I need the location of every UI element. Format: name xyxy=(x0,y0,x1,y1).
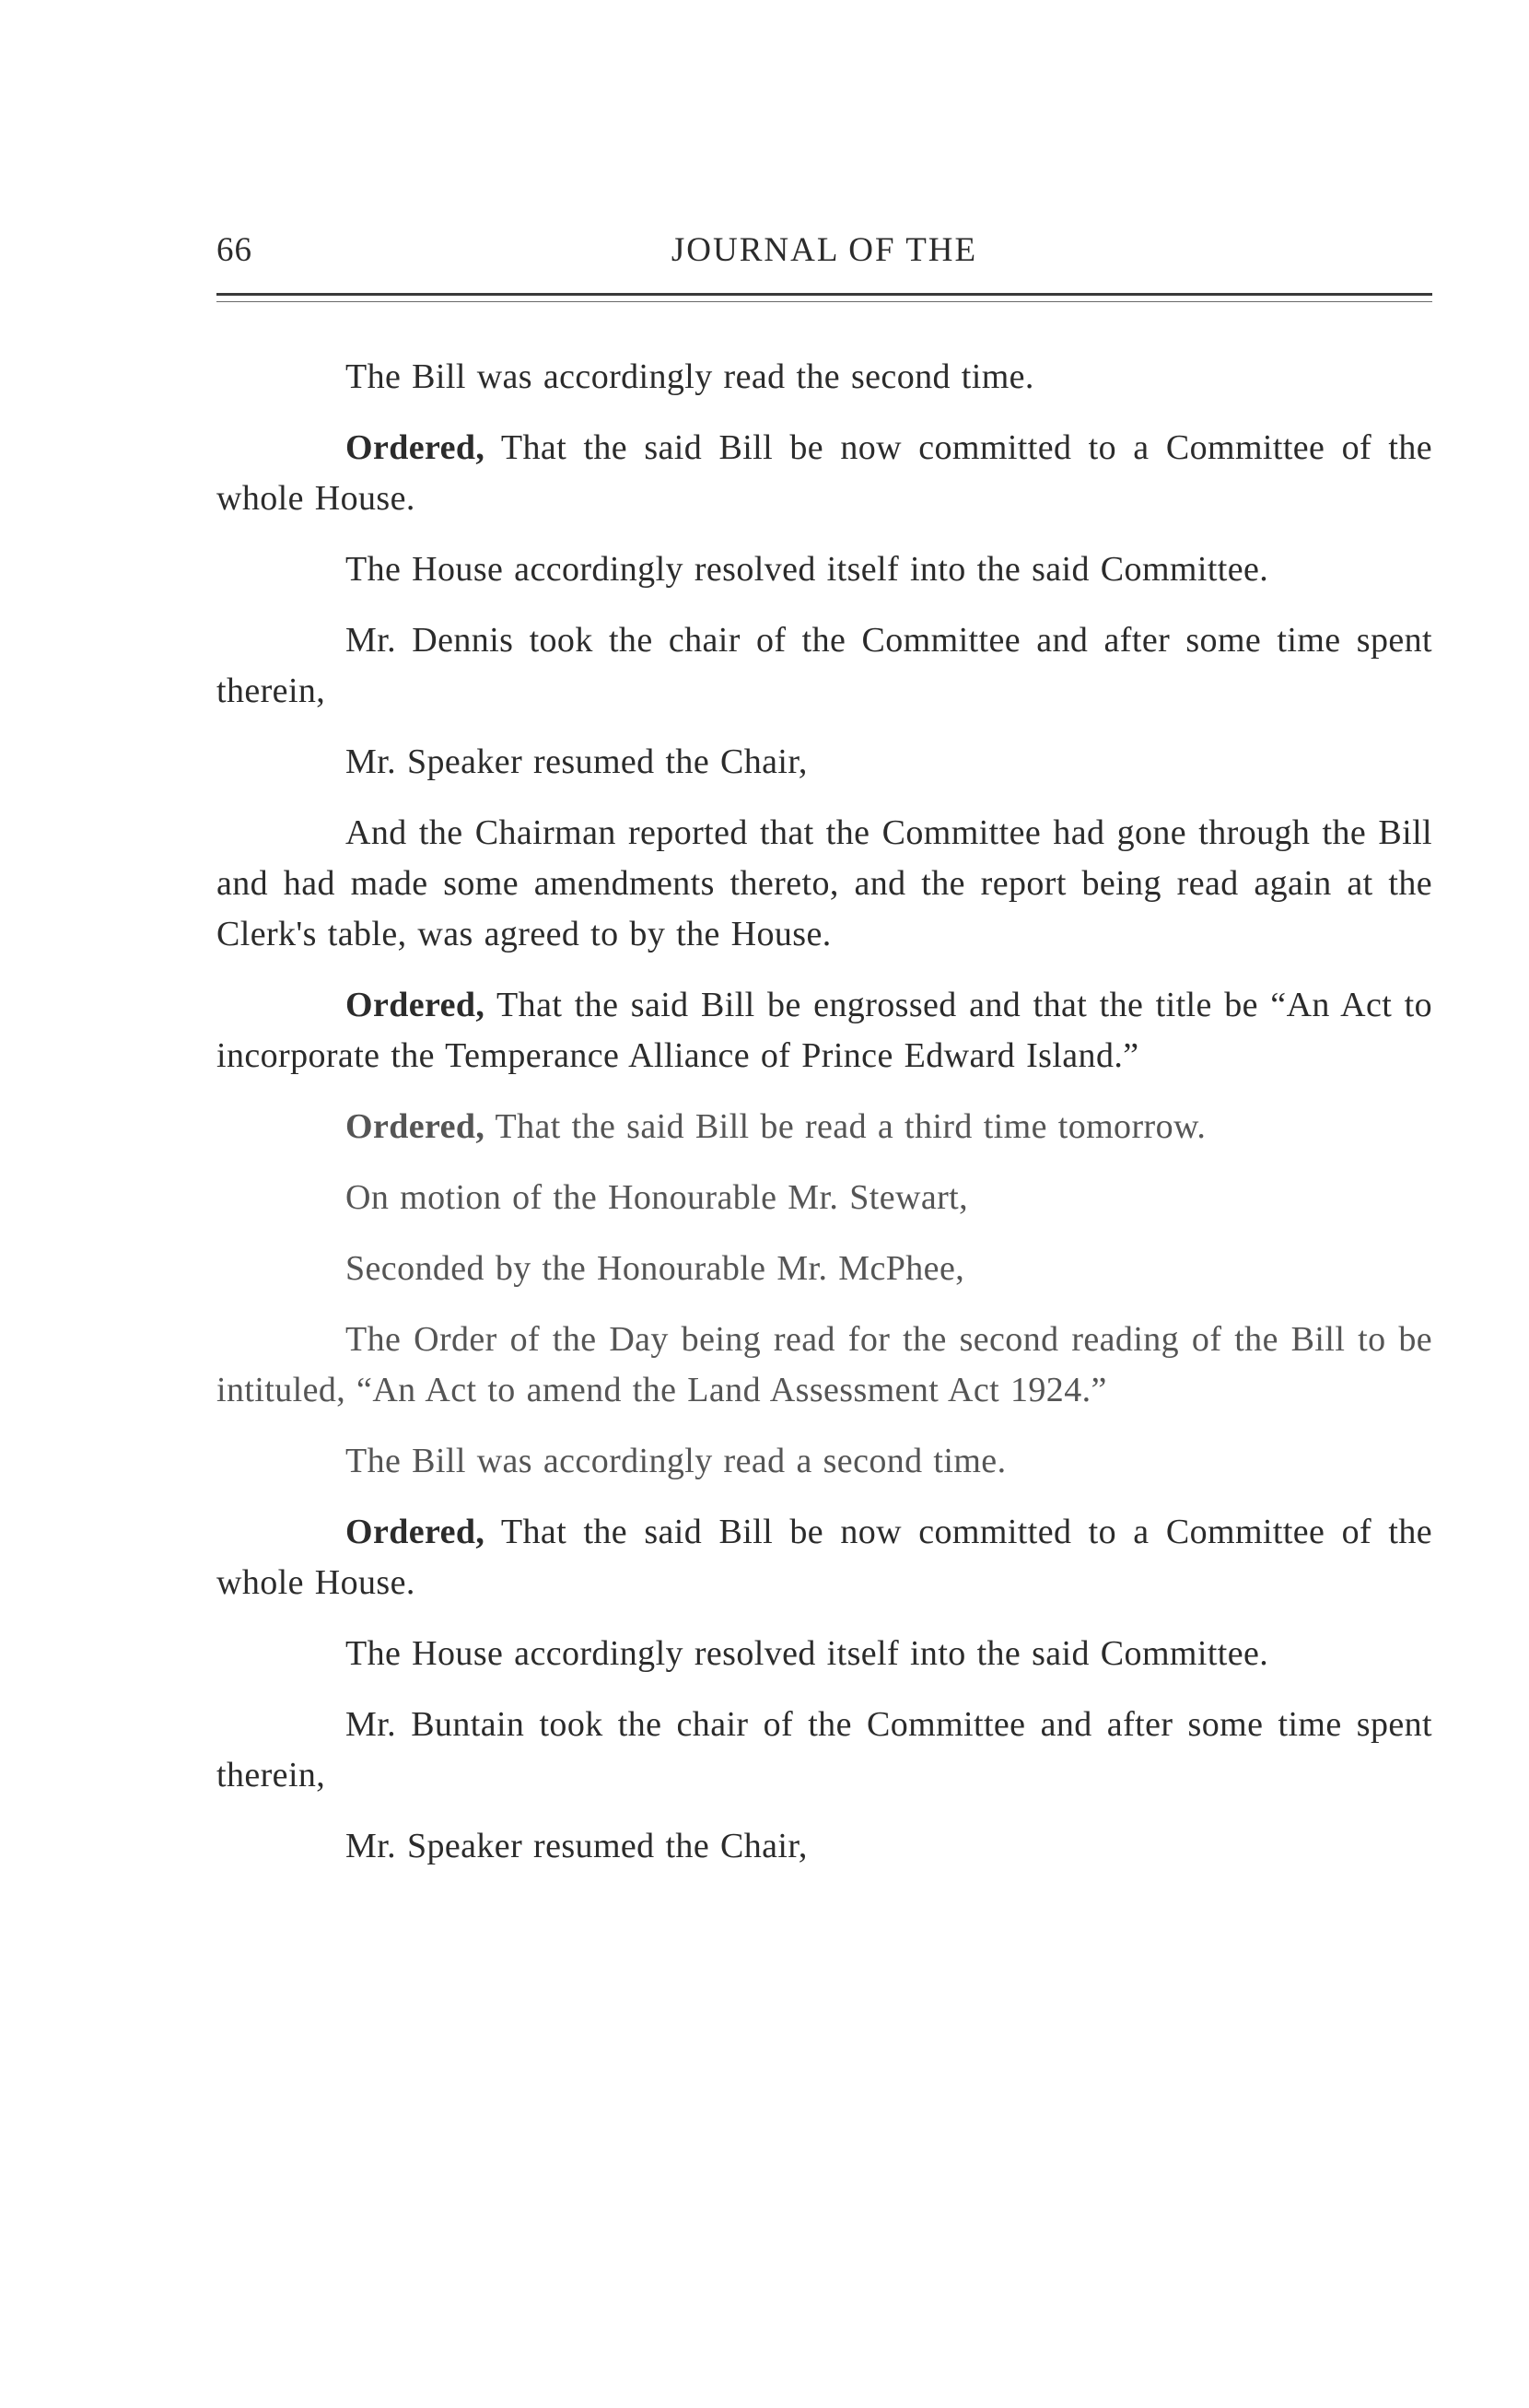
paragraph xyxy=(216,1173,1432,1223)
paragraph xyxy=(216,423,1432,524)
paragraph-text: The Order of the Day being read for the second reading of the Bill to be intituled, “An Act to amend the Land Assessment Act 1924.” xyxy=(216,1320,1432,1409)
running-head: JOURNAL OF THE xyxy=(671,231,978,269)
paragraph xyxy=(216,544,1432,595)
paragraph-lead: Ordered, xyxy=(345,1513,485,1551)
paragraph-text: That the said Bill be now committed to a Committee of the whole House. xyxy=(216,428,1432,518)
paragraph xyxy=(216,615,1432,717)
paragraph xyxy=(216,1507,1432,1608)
paragraph xyxy=(216,1244,1432,1294)
paragraph-text: Mr. Dennis took the chair of the Committee and after some time spent therein, xyxy=(216,621,1432,710)
paragraph-text: On motion of the Honourable Mr. Stewart, xyxy=(345,1178,969,1217)
paragraph-text: Mr. Speaker resumed the Chair, xyxy=(345,1827,808,1865)
body-text xyxy=(216,352,1432,1892)
paragraph xyxy=(216,1436,1432,1487)
paragraph-lead: Ordered, xyxy=(345,986,485,1024)
paragraph-text: And the Chairman reported that the Committee had gone through the Bill and had made some amendments thereto, and the report being read again at the Clerk's table, was agreed to by the House. xyxy=(216,813,1432,953)
paragraph xyxy=(216,352,1432,403)
paragraph-lead: Ordered, xyxy=(345,428,485,467)
paragraph-text: Seconded by the Honourable Mr. McPhee, xyxy=(345,1249,965,1288)
paragraph-text: The Bill was accordingly read the second time. xyxy=(345,357,1034,396)
paragraph-text: Mr. Buntain took the chair of the Committee and after some time spent therein, xyxy=(216,1705,1432,1794)
paragraph-lead: Ordered, xyxy=(345,1107,485,1146)
paragraph-text: Mr. Speaker resumed the Chair, xyxy=(345,742,808,781)
paragraph xyxy=(216,1629,1432,1679)
paragraph xyxy=(216,1700,1432,1801)
paragraph-text: The Bill was accordingly read a second time. xyxy=(345,1442,1007,1480)
paragraph-text: That the said Bill be engrossed and that the title be “An Act to incorporate the Temperance Alliance of Prince Edward Island.” xyxy=(216,986,1432,1075)
paragraph xyxy=(216,808,1432,960)
paragraph-text: The House accordingly resolved itself into the said Committee. xyxy=(345,1634,1269,1673)
paragraph xyxy=(216,1821,1432,1872)
paragraph xyxy=(216,980,1432,1081)
paragraph xyxy=(216,1102,1432,1152)
paragraph xyxy=(216,1315,1432,1416)
header-rule-thick xyxy=(216,293,1432,296)
paragraph-text: That the said Bill be read a third time tomorrow. xyxy=(484,1107,1207,1146)
paragraph-text: That the said Bill be now committed to a Committee of the whole House. xyxy=(216,1513,1432,1602)
page-number: 66 xyxy=(216,231,252,269)
page-header xyxy=(216,230,1432,276)
paragraph-text: The House accordingly resolved itself into the said Committee. xyxy=(345,550,1269,589)
header-rule-thin xyxy=(216,301,1432,302)
paragraph xyxy=(216,737,1432,788)
